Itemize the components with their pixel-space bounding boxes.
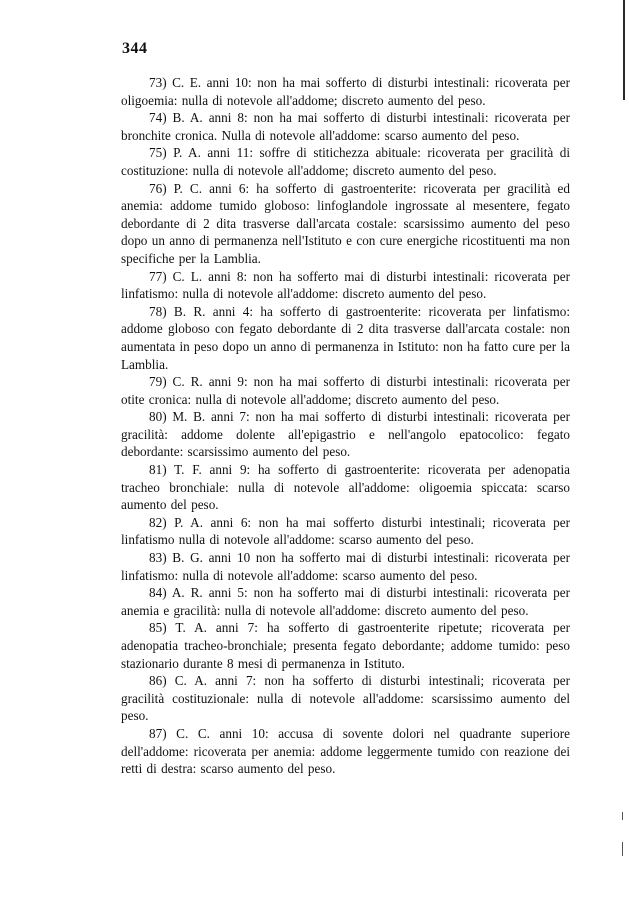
paragraph-84: 84) A. R. anni 5: non ha sofferto mai di disturbi intestinali: ricoverata per anemia e gracilità: nulla di notevole all'addome: discreto aumento del peso. [121,585,570,618]
scan-edge-mark [622,842,623,856]
paragraph-75: 75) P. A. anni 11: soffre di stitichezza abituale: ricoverata per gracilità di costituzione: nulla di notevole all'addome; discreto aumento del peso. [121,145,570,178]
paragraph-74: 74) B. A. anni 8: non ha mai sofferto di disturbi intestinali: ricoverata per bronchite cronica. Nulla di notevole all'addome: scarso aumento del peso. [121,110,570,143]
paragraph-77: 77) C. L. anni 8: non ha sofferto mai di disturbi intestinali: ricoverata per linfatismo: nulla di notevole all'addome: discreto aumento del peso. [121,268,570,302]
scan-edge-mark [622,812,623,820]
paragraph-73: 73) C. E. anni 10: non ha mai sofferto di disturbi intestinali: ricoverata per oligoemia: nulla di notevole all'addome; discreto aumento del peso. [121,75,570,108]
paragraph-80: 80) M. B. anni 7: non ha mai sofferto di disturbi intestinali: ricoverata per gracilità: addome dolente all'epigastrio e nell'angolo epatocolico: fegato debordante: scarsissimo aumento del peso. [121,409,570,460]
paragraph-86: 86) C. A. anni 7: non ha sofferto di disturbi intestinali; ricoverata per gracilità costituzionale: nulla di notevole all'addome: scarsissimo aumento del peso. [121,673,570,724]
paragraph-79: 79) C. R. anni 9: non ha mai sofferto di disturbi intestinali: ricoverata per otite cronica: nulla di notevole all'addome; discreto aumento del peso. [121,374,570,407]
paragraph-78: 78) B. R. anni 4: ha sofferto di gastroenterite: ricoverata per linfatismo: addome globoso con fegato debordante di 2 dita trasverse dall'arcata costale: non aumentata in peso dopo un anno di permanenza in Istituto: non ha fatto cure per la Lamblia. [121,303,570,372]
main-text [121,74,570,778]
paragraph-76: 76) P. C. anni 6: ha sofferto di gastroenterite: ricoverata per gracilità ed anemia: addome tumido globoso: linfoglandole ingrossate al mesentere, fegato debordante di 2 dita trasverse dall'arcata costale: scarsissimo aumento del peso dopo un anno di permanenza nell'Istituto e con cure energiche ricostituenti ma non specifiche per la Lamblia. [121,180,570,266]
paragraph-87: 87) C. C. anni 10: accusa di sovente dolori nel quadrante superiore dell'addome: ricoverata per anemia: addome leggermente tumido con reazione dei retti di destra: scarso aumento del peso. [121,725,570,777]
paragraph-83: 83) B. G. anni 10 non ha sofferto mai di disturbi intestinali: ricoverata per linfatismo: nulla di notevole all'addome: scarso aumento del peso. [121,550,570,583]
paragraph-82: 82) P. A. anni 6: non ha mai sofferto disturbi intestinali; ricoverata per linfatismo nulla di notevole all'addome: scarso aumento del peso. [121,514,570,548]
paragraph-81: 81) T. F. anni 9: ha sofferto di gastroenterite: ricoverata per adenopatia tracheo bronchiale: nulla di notevole all'addome: oligoemia spiccata: scarso aumento del peso. [121,462,570,513]
paragraph-85: 85) T. A. anni 7: ha sofferto di gastroenterite ripetute; ricoverata per adenopatia tracheo-bronchiale; presenta fegato debordante; addome tumido: peso stazionario durante 8 mesi di permanenza in Istituto. [121,620,570,671]
page-number: 344 [122,40,148,57]
page-edge-shadow [623,0,625,100]
